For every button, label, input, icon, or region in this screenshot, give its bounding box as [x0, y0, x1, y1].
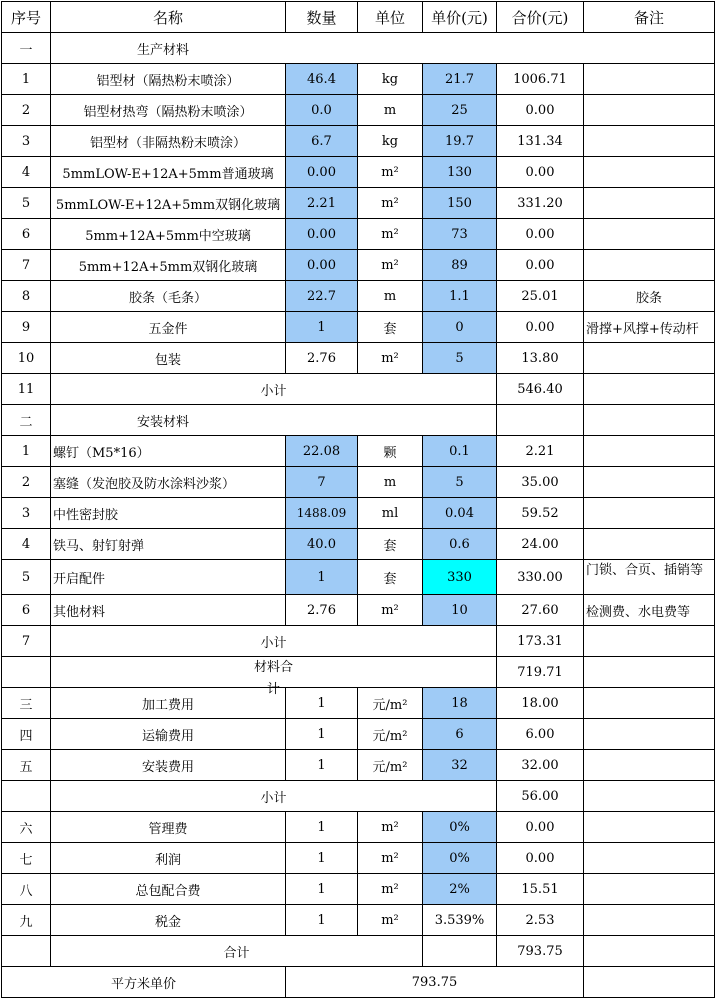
table-row — [2, 595, 715, 626]
material-total-no — [2, 657, 51, 688]
subtotal-label: 小计 — [51, 781, 497, 812]
item-total[interactable]: 0.00 — [497, 219, 584, 250]
fee-qty[interactable]: 1 — [286, 843, 358, 874]
fee-remark[interactable] — [584, 905, 715, 936]
item-name[interactable]: 胶条（毛条） — [51, 281, 286, 312]
fee-name[interactable]: 加工费用 — [51, 688, 286, 719]
fee-price[interactable]: 0% — [423, 843, 497, 874]
fee-row — [2, 843, 715, 874]
fee-unit[interactable]: 元/m² — [358, 719, 423, 750]
material-total-row — [2, 657, 715, 688]
item-total[interactable]: 24.00 — [497, 529, 584, 560]
item-no[interactable]: 7 — [2, 250, 51, 281]
item-qty[interactable]: 2.21 — [286, 188, 358, 219]
item-name[interactable]: 开启配件 — [51, 560, 286, 595]
header-unit: 单位 — [358, 2, 423, 33]
item-no[interactable]: 5 — [2, 188, 51, 219]
header-no: 序号 — [2, 2, 51, 33]
item-qty[interactable]: 40.0 — [286, 529, 358, 560]
item-total[interactable]: 0.00 — [497, 95, 584, 126]
item-name[interactable]: 5mmLOW-E+12A+5mm双钢化玻璃 — [51, 188, 286, 219]
item-no[interactable]: 4 — [2, 529, 51, 560]
item-no[interactable]: 9 — [2, 312, 51, 343]
item-remark[interactable]: 检测费、水电费等 — [584, 595, 715, 626]
fee-qty[interactable]: 1 — [286, 905, 358, 936]
fee-name[interactable]: 税金 — [51, 905, 286, 936]
item-total[interactable]: 25.01 — [497, 281, 584, 312]
item-no[interactable]: 8 — [2, 281, 51, 312]
material-total-remark — [584, 657, 715, 688]
fee-row — [2, 719, 715, 750]
header-price: 单价(元) — [423, 2, 497, 33]
section-remark — [584, 405, 715, 436]
item-name[interactable]: 铝型材（隔热粉末喷涂） — [51, 64, 286, 95]
section-title: 生产材料 — [51, 33, 715, 64]
table-row — [2, 529, 715, 560]
fee-row — [2, 905, 715, 936]
item-qty[interactable]: 0.00 — [286, 219, 358, 250]
item-total[interactable]: 13.80 — [497, 343, 584, 374]
unit-price-value[interactable]: 793.75 — [286, 967, 584, 998]
item-total[interactable]: 59.52 — [497, 498, 584, 529]
item-unit[interactable]: m — [358, 467, 423, 498]
item-no[interactable]: 5 — [2, 560, 51, 595]
subtotal-no: 7 — [2, 626, 51, 657]
table-row — [2, 126, 715, 157]
item-unit[interactable]: m — [358, 95, 423, 126]
fee-unit[interactable]: m² — [358, 812, 423, 843]
fee-row — [2, 688, 715, 719]
item-remark[interactable]: 胶条 — [584, 281, 715, 312]
item-qty[interactable]: 2.76 — [286, 343, 358, 374]
item-remark[interactable] — [584, 529, 715, 560]
item-no[interactable]: 6 — [2, 219, 51, 250]
fee-total[interactable]: 0.00 — [497, 812, 584, 843]
item-unit[interactable]: kg — [358, 64, 423, 95]
fee-no[interactable]: 八 — [2, 874, 51, 905]
table-row — [2, 343, 715, 374]
item-qty[interactable]: 22.7 — [286, 281, 358, 312]
fee-price[interactable]: 6 — [423, 719, 497, 750]
item-name[interactable]: 其他材料 — [51, 595, 286, 626]
fee-total[interactable]: 0.00 — [497, 843, 584, 874]
item-total[interactable]: 331.20 — [497, 188, 584, 219]
item-remark[interactable] — [584, 64, 715, 95]
item-no[interactable]: 10 — [2, 343, 51, 374]
subtotal-row — [2, 374, 715, 405]
fee-remark[interactable] — [584, 719, 715, 750]
item-unit[interactable]: m² — [358, 595, 423, 626]
table-row — [2, 250, 715, 281]
item-price[interactable]: 0.6 — [423, 529, 497, 560]
item-unit[interactable]: 套 — [358, 529, 423, 560]
item-name[interactable]: 中性密封胶 — [51, 498, 286, 529]
fee-unit[interactable]: 元/m² — [358, 750, 423, 781]
item-total[interactable]: 0.00 — [497, 250, 584, 281]
fee-remark[interactable] — [584, 812, 715, 843]
fee-qty[interactable]: 1 — [286, 750, 358, 781]
subtotal-total[interactable]: 173.31 — [497, 626, 584, 657]
item-unit[interactable]: ml — [358, 498, 423, 529]
item-qty[interactable]: 0.00 — [286, 157, 358, 188]
table-row — [2, 436, 715, 467]
table-row — [2, 498, 715, 529]
item-no[interactable]: 3 — [2, 126, 51, 157]
item-total[interactable]: 0.00 — [497, 312, 584, 343]
item-total[interactable]: 0.00 — [497, 157, 584, 188]
item-total[interactable]: 131.34 — [497, 126, 584, 157]
fee-name[interactable]: 安装费用 — [51, 750, 286, 781]
item-total[interactable]: 330.00 — [497, 560, 584, 595]
item-qty[interactable]: 6.7 — [286, 126, 358, 157]
item-name[interactable]: 5mmLOW-E+12A+5mm普通玻璃 — [51, 157, 286, 188]
item-qty[interactable]: 2.76 — [286, 595, 358, 626]
fee-total[interactable]: 32.00 — [497, 750, 584, 781]
item-no[interactable]: 6 — [2, 595, 51, 626]
item-price[interactable]: 0.04 — [423, 498, 497, 529]
header-total: 合价(元) — [497, 2, 584, 33]
quotation-table — [1, 1, 715, 998]
item-qty[interactable]: 7 — [286, 467, 358, 498]
grand-total-price — [423, 936, 497, 967]
fee-unit[interactable]: m² — [358, 874, 423, 905]
subtotal-label: 小计 — [51, 374, 497, 405]
fee-price[interactable]: 18 — [423, 688, 497, 719]
item-no[interactable]: 4 — [2, 157, 51, 188]
header-remark: 备注 — [584, 2, 715, 33]
item-price[interactable]: 0.1 — [423, 436, 497, 467]
section-title: 安装材料 — [51, 405, 497, 436]
section-row — [2, 405, 715, 436]
material-total-value[interactable]: 719.71 — [497, 657, 584, 688]
subtotal-no — [2, 781, 51, 812]
item-remark[interactable] — [584, 436, 715, 467]
fee-no[interactable]: 六 — [2, 812, 51, 843]
item-name[interactable]: 铁马、射钉射弹 — [51, 529, 286, 560]
fee-remark[interactable] — [584, 688, 715, 719]
item-remark[interactable] — [584, 126, 715, 157]
fee-name[interactable]: 总包配合费 — [51, 874, 286, 905]
subtotal-row — [2, 626, 715, 657]
fee-total[interactable]: 15.51 — [497, 874, 584, 905]
item-unit[interactable]: 套 — [358, 560, 423, 595]
section-row — [2, 33, 715, 64]
fee-name[interactable]: 利润 — [51, 843, 286, 874]
fee-row — [2, 750, 715, 781]
unit-price-label: 平方米单价 — [2, 967, 286, 998]
item-name[interactable]: 铝型材（非隔热粉末喷涂） — [51, 126, 286, 157]
item-name[interactable]: 铝型材热弯（隔热粉末喷涂） — [51, 95, 286, 126]
item-name[interactable]: 塞缝（发泡胶及防水涂料沙浆） — [51, 467, 286, 498]
fee-no[interactable]: 四 — [2, 719, 51, 750]
item-remark[interactable] — [584, 250, 715, 281]
section-total — [497, 405, 584, 436]
header-row — [2, 2, 715, 33]
item-unit[interactable]: m² — [358, 219, 423, 250]
item-name[interactable]: 五金件 — [51, 312, 286, 343]
item-no[interactable]: 2 — [2, 467, 51, 498]
grand-total-remark — [584, 936, 715, 967]
fee-no[interactable]: 七 — [2, 843, 51, 874]
item-price[interactable]: 330 — [423, 560, 497, 595]
fee-remark[interactable] — [584, 874, 715, 905]
fee-total[interactable]: 18.00 — [497, 688, 584, 719]
item-remark[interactable] — [584, 157, 715, 188]
item-unit[interactable]: m — [358, 281, 423, 312]
item-no[interactable]: 1 — [2, 436, 51, 467]
item-qty[interactable]: 1 — [286, 312, 358, 343]
item-no[interactable]: 1 — [2, 64, 51, 95]
item-price[interactable]: 0 — [423, 312, 497, 343]
item-price[interactable]: 19.7 — [423, 126, 497, 157]
item-no[interactable]: 3 — [2, 498, 51, 529]
item-price[interactable]: 5 — [423, 467, 497, 498]
table-row — [2, 560, 715, 595]
fee-row — [2, 874, 715, 905]
item-qty[interactable]: 1 — [286, 560, 358, 595]
header-name: 名称 — [51, 2, 286, 33]
item-qty[interactable]: 0.00 — [286, 250, 358, 281]
subtotal-no: 11 — [2, 374, 51, 405]
table-row — [2, 188, 715, 219]
fee-qty[interactable]: 1 — [286, 719, 358, 750]
subtotal-remark — [584, 781, 715, 812]
fee-no[interactable]: 三 — [2, 688, 51, 719]
item-unit[interactable]: 套 — [358, 312, 423, 343]
item-price[interactable]: 21.7 — [423, 64, 497, 95]
item-unit[interactable]: m² — [358, 157, 423, 188]
item-name[interactable]: 5mm+12A+5mm双钢化玻璃 — [51, 250, 286, 281]
item-remark[interactable] — [584, 343, 715, 374]
item-unit[interactable]: m² — [358, 188, 423, 219]
item-qty[interactable]: 1488.09 — [286, 498, 358, 529]
item-total[interactable]: 1006.71 — [497, 64, 584, 95]
fee-name[interactable]: 管理费 — [51, 812, 286, 843]
item-name[interactable]: 包装 — [51, 343, 286, 374]
item-name[interactable]: 螺钉（M5*16） — [51, 436, 286, 467]
item-remark[interactable] — [584, 467, 715, 498]
subtotal-remark — [584, 374, 715, 405]
item-qty[interactable]: 46.4 — [286, 64, 358, 95]
item-price[interactable]: 1.1 — [423, 281, 497, 312]
item-total[interactable]: 27.60 — [497, 595, 584, 626]
fee-total[interactable]: 2.53 — [497, 905, 584, 936]
item-qty[interactable]: 0.0 — [286, 95, 358, 126]
fee-name[interactable]: 运输费用 — [51, 719, 286, 750]
header-qty: 数量 — [286, 2, 358, 33]
item-price[interactable]: 150 — [423, 188, 497, 219]
grand-total-no — [2, 936, 51, 967]
table-row — [2, 95, 715, 126]
fee-unit[interactable]: m² — [358, 843, 423, 874]
fee-row — [2, 812, 715, 843]
section-no: 一 — [2, 33, 51, 64]
subtotal-total[interactable]: 546.40 — [497, 374, 584, 405]
item-remark[interactable] — [584, 188, 715, 219]
item-name[interactable]: 5mm+12A+5mm中空玻璃 — [51, 219, 286, 250]
item-price[interactable]: 89 — [423, 250, 497, 281]
item-remark[interactable] — [584, 95, 715, 126]
fee-total[interactable]: 6.00 — [497, 719, 584, 750]
table-row — [2, 312, 715, 343]
table-row — [2, 281, 715, 312]
subtotal-remark — [584, 626, 715, 657]
item-remark[interactable]: 门锁、合页、插销等 — [584, 560, 715, 595]
material-total-label: 材料合计 — [253, 660, 293, 697]
item-unit[interactable]: 颗 — [358, 436, 423, 467]
unit-price-remark — [584, 967, 715, 998]
fee-qty[interactable]: 1 — [286, 874, 358, 905]
item-total[interactable]: 2.21 — [497, 436, 584, 467]
item-remark[interactable] — [584, 219, 715, 250]
fee-price[interactable]: 32 — [423, 750, 497, 781]
item-unit[interactable]: m² — [358, 250, 423, 281]
subtotal-row — [2, 781, 715, 812]
item-total[interactable]: 35.00 — [497, 467, 584, 498]
fee-price[interactable]: 2% — [423, 874, 497, 905]
unit-price-row — [2, 967, 715, 998]
item-price[interactable]: 25 — [423, 95, 497, 126]
grand-total-value[interactable]: 793.75 — [497, 936, 584, 967]
fee-unit[interactable]: m² — [358, 905, 423, 936]
fee-qty[interactable]: 1 — [286, 688, 358, 719]
grand-total-row — [2, 936, 715, 967]
subtotal-label: 小计 — [51, 626, 497, 657]
item-price[interactable]: 10 — [423, 595, 497, 626]
subtotal-total[interactable]: 56.00 — [497, 781, 584, 812]
item-price[interactable]: 130 — [423, 157, 497, 188]
material-total-label-cell — [51, 657, 497, 697]
table-row — [2, 219, 715, 250]
table-row — [2, 467, 715, 498]
item-no[interactable]: 2 — [2, 95, 51, 126]
fee-qty[interactable]: 1 — [286, 812, 358, 843]
fee-unit[interactable]: 元/m² — [358, 688, 423, 719]
fee-no[interactable]: 九 — [2, 905, 51, 936]
item-price[interactable]: 73 — [423, 219, 497, 250]
item-qty[interactable]: 22.08 — [286, 436, 358, 467]
table-row — [2, 157, 715, 188]
section-no: 二 — [2, 405, 51, 436]
fee-remark[interactable] — [584, 750, 715, 781]
fee-remark[interactable] — [584, 843, 715, 874]
item-unit[interactable]: m² — [358, 343, 423, 374]
item-price[interactable]: 5 — [423, 343, 497, 374]
table-row — [2, 64, 715, 95]
item-unit[interactable]: kg — [358, 126, 423, 157]
grand-total-label: 合计 — [51, 936, 423, 967]
fee-no[interactable]: 五 — [2, 750, 51, 781]
item-remark[interactable]: 滑撑+风撑+传动杆 — [584, 312, 715, 343]
item-remark[interactable] — [584, 498, 715, 529]
fee-price[interactable]: 3.539% — [423, 905, 497, 936]
fee-price[interactable]: 0% — [423, 812, 497, 843]
